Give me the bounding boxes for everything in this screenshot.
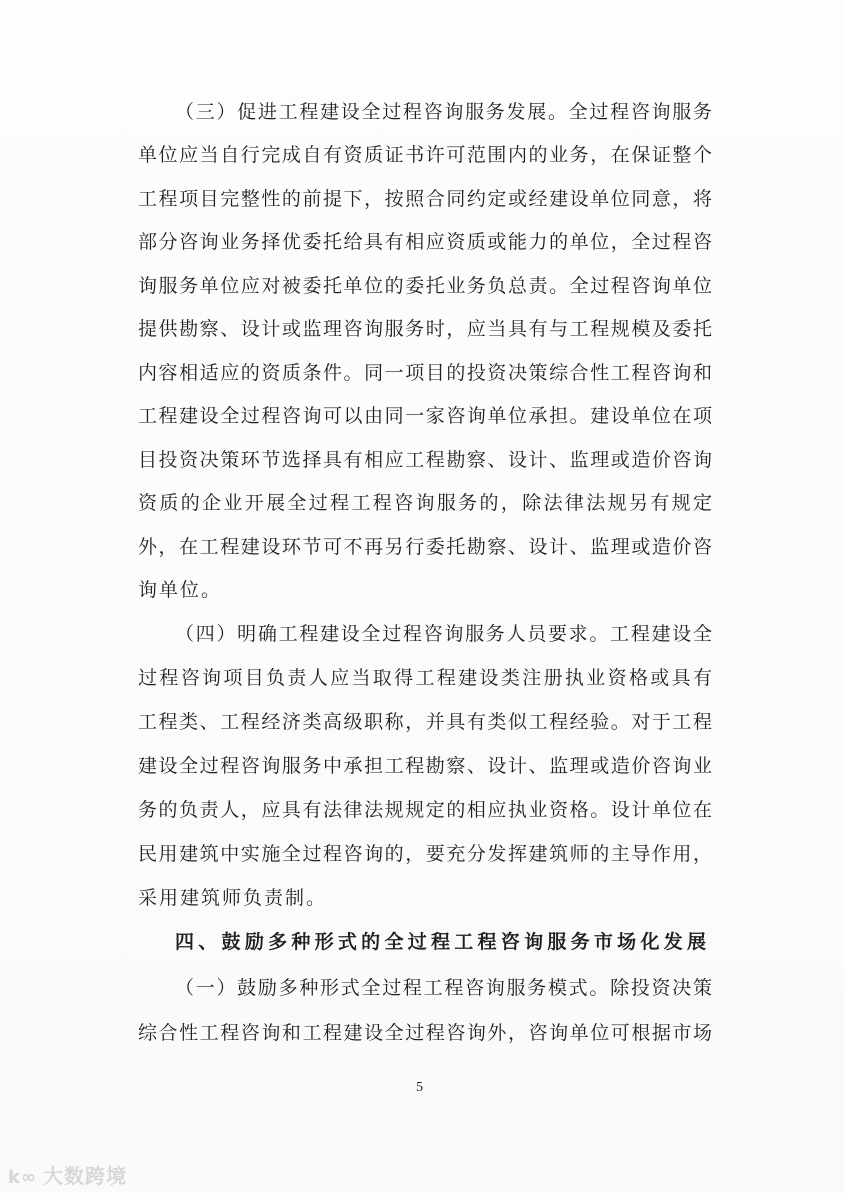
text-line: 资质的企业开展全过程工程咨询服务的，除法律法规另有规定 (138, 492, 712, 514)
text-line: 提供勘察、设计或监理咨询服务时，应当具有与工程规模及委托 (138, 318, 712, 340)
watermark-logo-icon: k∞ (8, 1167, 37, 1188)
text-line: （一）鼓励多种形式全过程工程咨询服务模式。除投资决策 (175, 977, 712, 999)
text-line: 采用建筑师负责制。 (138, 887, 328, 909)
text-line: （三）促进工程建设全过程咨询服务发展。全过程咨询服务 (175, 101, 712, 123)
watermark (8, 1160, 127, 1189)
text-line: 民用建筑中实施全过程咨询的，要充分发挥建筑师的主导作用， (138, 843, 712, 865)
text-line: 部分咨询业务择优委托给具有相应资质或能力的单位，全过程咨 (138, 231, 712, 253)
text-line: 单位应当自行完成自有资质证书许可范围内的业务，在保证整个 (138, 144, 712, 166)
text-line: 建设全过程咨询服务中承担工程勘察、设计、监理或造价咨询业 (138, 755, 712, 777)
text-line: 综合性工程咨询和工程建设全过程咨询外，咨询单位可根据市场 (138, 1022, 712, 1044)
text-line: 目投资决策环节选择具有相应工程勘察、设计、监理或造价咨询 (138, 449, 712, 471)
text-line: 工程类、工程经济类高级职称，并具有类似工程经验。对于工程 (138, 711, 712, 733)
text-line: （四）明确工程建设全过程咨询服务人员要求。工程建设全 (175, 623, 712, 645)
watermark-text: 大数跨境 (42, 1164, 127, 1188)
text-line: 外，在工程建设环节可不再另行委托勘察、设计、监理或造价咨 (138, 536, 712, 558)
text-line: 询服务单位应对被委托单位的委托业务负总责。全过程咨询单位 (138, 275, 712, 297)
section-heading: 四、鼓励多种形式的全过程工程咨询服务市场化发展 (175, 931, 706, 953)
text-line: 工程建设全过程咨询可以由同一家咨询单位承担。建设单位在项 (138, 405, 712, 427)
text-line: 询单位。 (138, 579, 223, 601)
text-line: 务的负责人，应具有法律法规规定的相应执业资格。设计单位在 (138, 799, 712, 821)
text-line: 工程项目完整性的前提下，按照合同约定或经建设单位同意，将 (138, 188, 712, 210)
text-line: 内容相适应的资质条件。同一项目的投资决策综合性工程咨询和 (138, 362, 712, 384)
page-number: 5 (416, 1080, 423, 1095)
text-line: 过程咨询项目负责人应当取得工程建设类注册执业资格或具有 (138, 667, 712, 689)
